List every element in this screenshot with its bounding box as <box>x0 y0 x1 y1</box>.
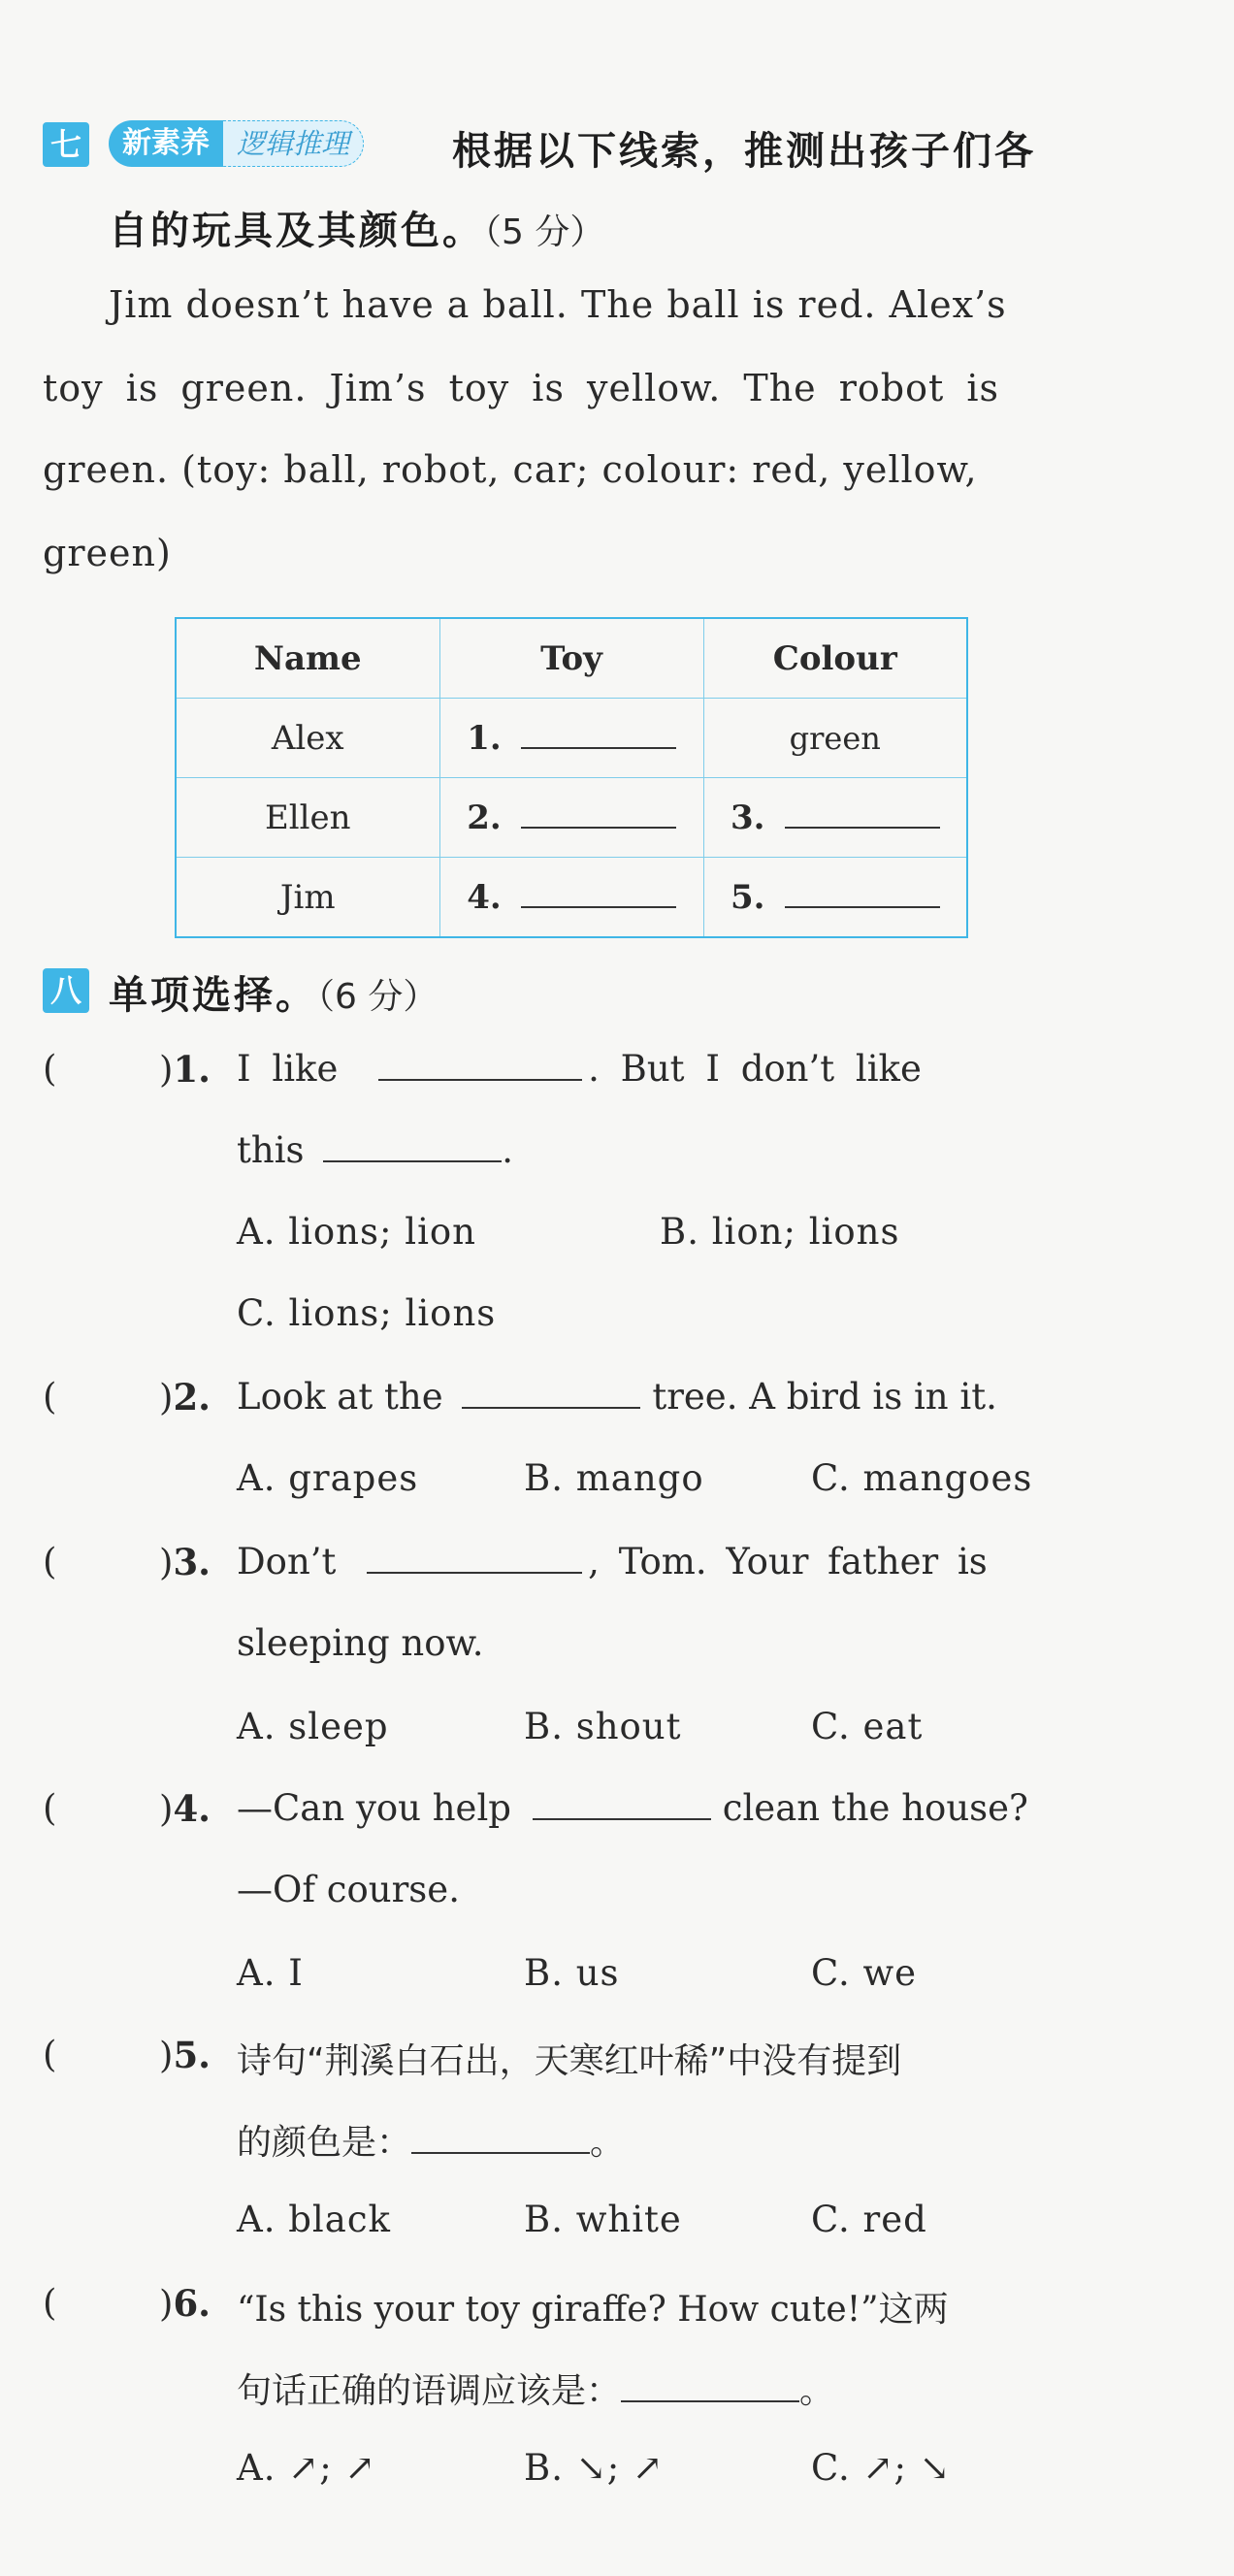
option-a[interactable]: A. grapes <box>237 1457 419 1499</box>
answer-blank[interactable] <box>411 2123 590 2154</box>
cell-colour-blank[interactable] <box>703 858 967 938</box>
question-2-line1 <box>237 1376 997 1418</box>
section8-score: （6 分） <box>317 977 438 1017</box>
question-text: 。 <box>799 2371 835 2411</box>
option-b[interactable]: B. lion; lions <box>660 1211 900 1253</box>
question-text: —Can you help <box>237 1787 511 1829</box>
question-number: 6. <box>173 2282 211 2325</box>
answer-blank[interactable] <box>785 798 940 829</box>
question-3-line1 <box>237 1541 988 1582</box>
section7-title-line1: 根据以下线索，推测出孩子们各 <box>452 129 1036 174</box>
blank-number: 3. <box>731 799 765 837</box>
option-c[interactable]: C. eat <box>811 1706 924 1747</box>
literacy-tag <box>109 120 364 167</box>
question-text: . <box>502 1129 514 1171</box>
table-row <box>176 699 967 778</box>
question-4-line2: —Of course. <box>237 1869 460 1910</box>
option-b[interactable]: B. ↘; ↗ <box>524 2447 664 2489</box>
cell-toy-blank[interactable] <box>439 778 703 858</box>
table-header-row <box>176 618 967 699</box>
question-number: 5. <box>173 2034 211 2076</box>
answer-bracket-close: )1. <box>159 1048 211 1091</box>
question-text: tree. A bird is in it. <box>652 1376 997 1418</box>
cell-colour-blank[interactable] <box>703 778 967 858</box>
section-number-badge: 八 <box>43 968 89 1013</box>
question-5-line1: 诗句“荆溪白石出，天寒红叶稀”中没有提到 <box>237 2041 902 2081</box>
question-5-line2 <box>237 2115 625 2165</box>
answer-bracket-open[interactable]: ( <box>43 2282 57 2324</box>
question-number: 4. <box>173 1787 211 1830</box>
answer-blank[interactable] <box>621 2371 799 2402</box>
question-text: . But I don’t like <box>588 1048 922 1090</box>
option-a[interactable]: A. black <box>237 2199 391 2240</box>
section7-title-line2: 自的玩具及其颜色。 <box>109 209 484 253</box>
blank-number: 1. <box>467 719 502 758</box>
question-6-line2 <box>237 2364 834 2413</box>
option-c[interactable]: C. mangoes <box>811 1457 1033 1499</box>
cell-name: Ellen <box>176 778 439 858</box>
answer-bracket-open[interactable]: ( <box>43 1787 57 1829</box>
question-text: Don’t <box>237 1541 337 1582</box>
question-4-line1 <box>237 1787 1028 1829</box>
answer-blank[interactable] <box>521 877 676 908</box>
question-text: Look at the <box>237 1376 443 1418</box>
option-c[interactable]: C. red <box>811 2199 927 2240</box>
cell-colour: green <box>703 699 967 778</box>
answer-bracket-close: )5. <box>159 2034 211 2076</box>
section8-title: 单项选择。 <box>109 973 317 1018</box>
option-c[interactable]: C. lions; lions <box>237 1292 497 1334</box>
option-b[interactable]: B. us <box>524 1952 620 1994</box>
table-row <box>176 858 967 938</box>
option-a[interactable]: A. ↗; ↗ <box>237 2447 376 2489</box>
question-text: this <box>237 1129 305 1171</box>
cell-toy-blank[interactable] <box>439 858 703 938</box>
question-1-line1 <box>237 1048 922 1090</box>
question-number: 3. <box>173 1541 211 1583</box>
header-toy: Toy <box>439 618 703 699</box>
option-c[interactable]: C. we <box>811 1952 918 1994</box>
question-number: 2. <box>173 1376 211 1418</box>
answer-bracket-open[interactable]: ( <box>43 1376 57 1418</box>
answer-blank[interactable] <box>785 877 940 908</box>
blank-number: 2. <box>467 799 502 837</box>
question-text: I like <box>237 1048 339 1090</box>
cell-name: Alex <box>176 699 439 778</box>
answer-blank[interactable] <box>367 1543 582 1574</box>
question-1-line2 <box>237 1129 513 1171</box>
answer-bracket-close: )2. <box>159 1376 211 1418</box>
answer-blank[interactable] <box>521 798 676 829</box>
table-row <box>176 778 967 858</box>
option-c[interactable]: C. ↗; ↘ <box>811 2447 951 2489</box>
answer-bracket-close: )4. <box>159 1787 211 1830</box>
header-name: Name <box>176 618 439 699</box>
blank-number: 4. <box>467 878 502 917</box>
passage-line-4: green) <box>43 532 172 574</box>
option-b[interactable]: B. mango <box>524 1457 704 1499</box>
answer-bracket-open[interactable]: ( <box>43 2034 57 2075</box>
question-6-line1: “Is this your toy giraffe? How cute!”这两 <box>237 2290 949 2330</box>
option-b[interactable]: B. white <box>524 2199 682 2240</box>
section8-title-wrap <box>109 964 438 1020</box>
cell-toy-blank[interactable] <box>439 699 703 778</box>
answer-bracket-open[interactable]: ( <box>43 1048 57 1090</box>
question-3-line2: sleeping now. <box>237 1622 484 1664</box>
answer-bracket-close: )6. <box>159 2282 211 2325</box>
passage-line-1: Jim doesn’t have a ball. The ball is red. Alex’s <box>109 283 1007 326</box>
toy-colour-table <box>175 617 968 938</box>
header-colour: Colour <box>703 618 967 699</box>
blank-number: 5. <box>731 878 765 917</box>
question-text: 的颜色是： <box>237 2123 412 2163</box>
answer-blank[interactable] <box>323 1131 502 1162</box>
option-a[interactable]: A. I <box>237 1952 304 1994</box>
answer-bracket-close: )3. <box>159 1541 211 1583</box>
literacy-tag-main: 新素养 <box>109 120 223 167</box>
question-number: 1. <box>173 1048 211 1091</box>
passage-line-2: toy is green. Jim’s toy is yellow. The robot is <box>43 367 999 409</box>
question-text: clean the house? <box>722 1787 1028 1829</box>
answer-blank[interactable] <box>462 1378 640 1409</box>
section7-title-line2-wrap <box>109 200 604 255</box>
section-number-badge: 七 <box>43 122 89 167</box>
cell-name: Jim <box>176 858 439 938</box>
answer-bracket-open[interactable]: ( <box>43 1541 57 1582</box>
option-a[interactable]: A. sleep <box>237 1706 389 1747</box>
option-b[interactable]: B. shout <box>524 1706 682 1747</box>
question-text: 。 <box>590 2123 626 2163</box>
answer-blank[interactable] <box>533 1789 711 1820</box>
section7-score: （5 分） <box>484 212 605 252</box>
literacy-tag-sub: 逻辑推理 <box>223 120 364 167</box>
option-a[interactable]: A. lions; lion <box>237 1211 477 1253</box>
passage-line-3: green. (toy: ball, robot, car; colour: red, yellow, <box>43 448 978 491</box>
answer-blank[interactable] <box>378 1050 582 1081</box>
question-text: 句话正确的语调应该是： <box>237 2371 622 2411</box>
answer-blank[interactable] <box>521 718 676 749</box>
question-text: , Tom. Your father is <box>588 1541 988 1582</box>
